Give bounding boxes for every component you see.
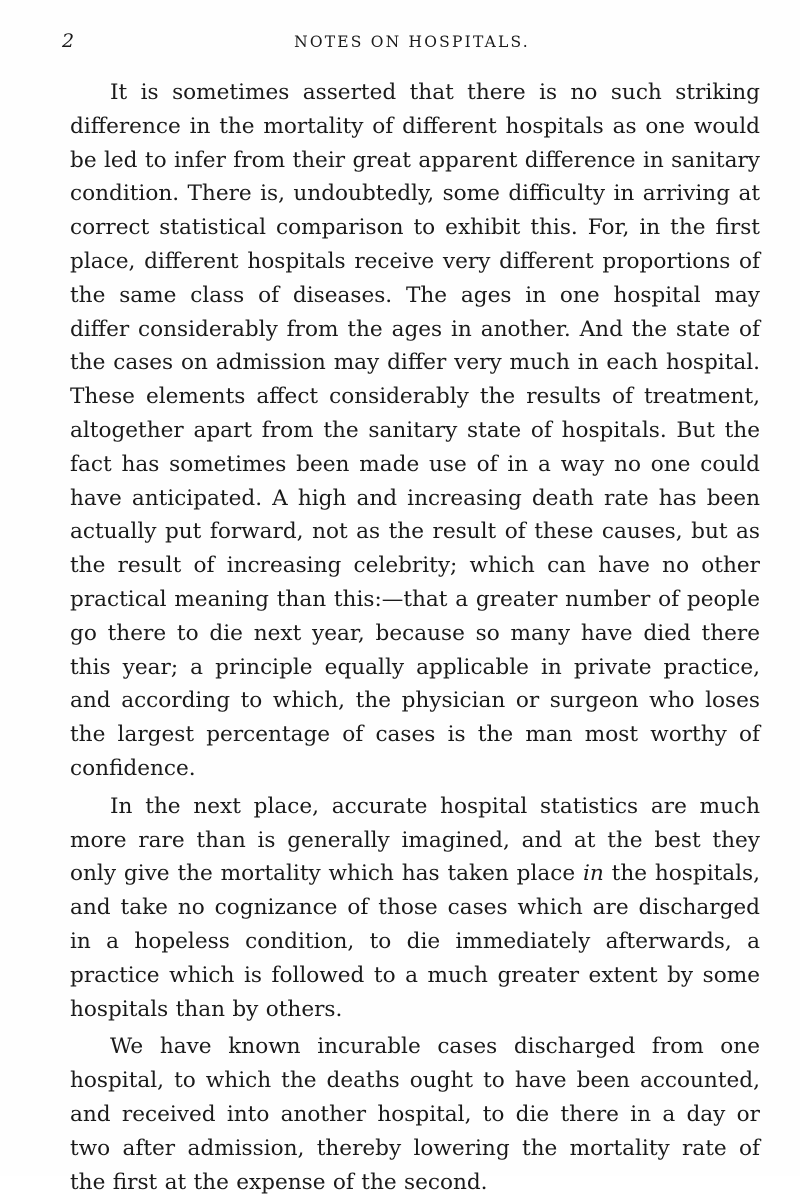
body-text [70,76,760,1199]
paragraph-2-emphasis: in [582,861,604,887]
running-title: NOTES ON HOSPITALS. [294,33,530,51]
paragraph-2-text-b: the hospitals, and take no cognizance of those cases which are discharged in a hopeless condition, to die immediately afterwards, a practice which is followed to a much greater extent by some hospitals than by others. [70,861,761,1022]
paragraph-3 [70,1030,760,1199]
paragraph-3-text: We have known incurable cases discharged from one hospital, to which the deaths ought to have been accounted, and received into another hospital, to die there in a day or two after admission, thereby lowering the mortality rate of the first at the expense of the second. [70,1034,760,1195]
paragraph-2-text-a: In the next place, accurate hospital statistics are much more rare than is generally imagined, and at the best they only give the mortality which has taken place [70,793,760,887]
paragraph-1-text: It is sometimes asserted that there is no such striking difference in the mortality of different hospitals as one would be led to infer from their great apparent difference in sanitary condition. There is, undoubtedly, some difficulty in arriving at correct statistical comparison to exhibit this. For, in the first place, different hospitals receive very different proportions of the same class of diseases. The ages in one hospital may differ considerably from the ages in another. And the state of the cases on admission may differ very much in each hospital. These elements affect considerably the results of treatment, altogether apart from the sanitary state of hospitals. But the fact has sometimes been made use of in a way no one could have anticipated. A high and increasing death rate has been actually put forward, not as the result of these causes, but as the result of increasing celebrity; which can have no other practical meaning than this:—that a greater number of people go there to die next year, because so many have died there this year; a principle equally applicable in private practice, and according to which, the physician or surgeon who loses the largest percentage of cases is the man most worthy of confidence. [70,80,760,781]
page-number: 2 [62,30,75,52]
paragraph-2 [70,790,760,1027]
paragraph-1 [70,76,760,786]
running-head [62,30,762,58]
